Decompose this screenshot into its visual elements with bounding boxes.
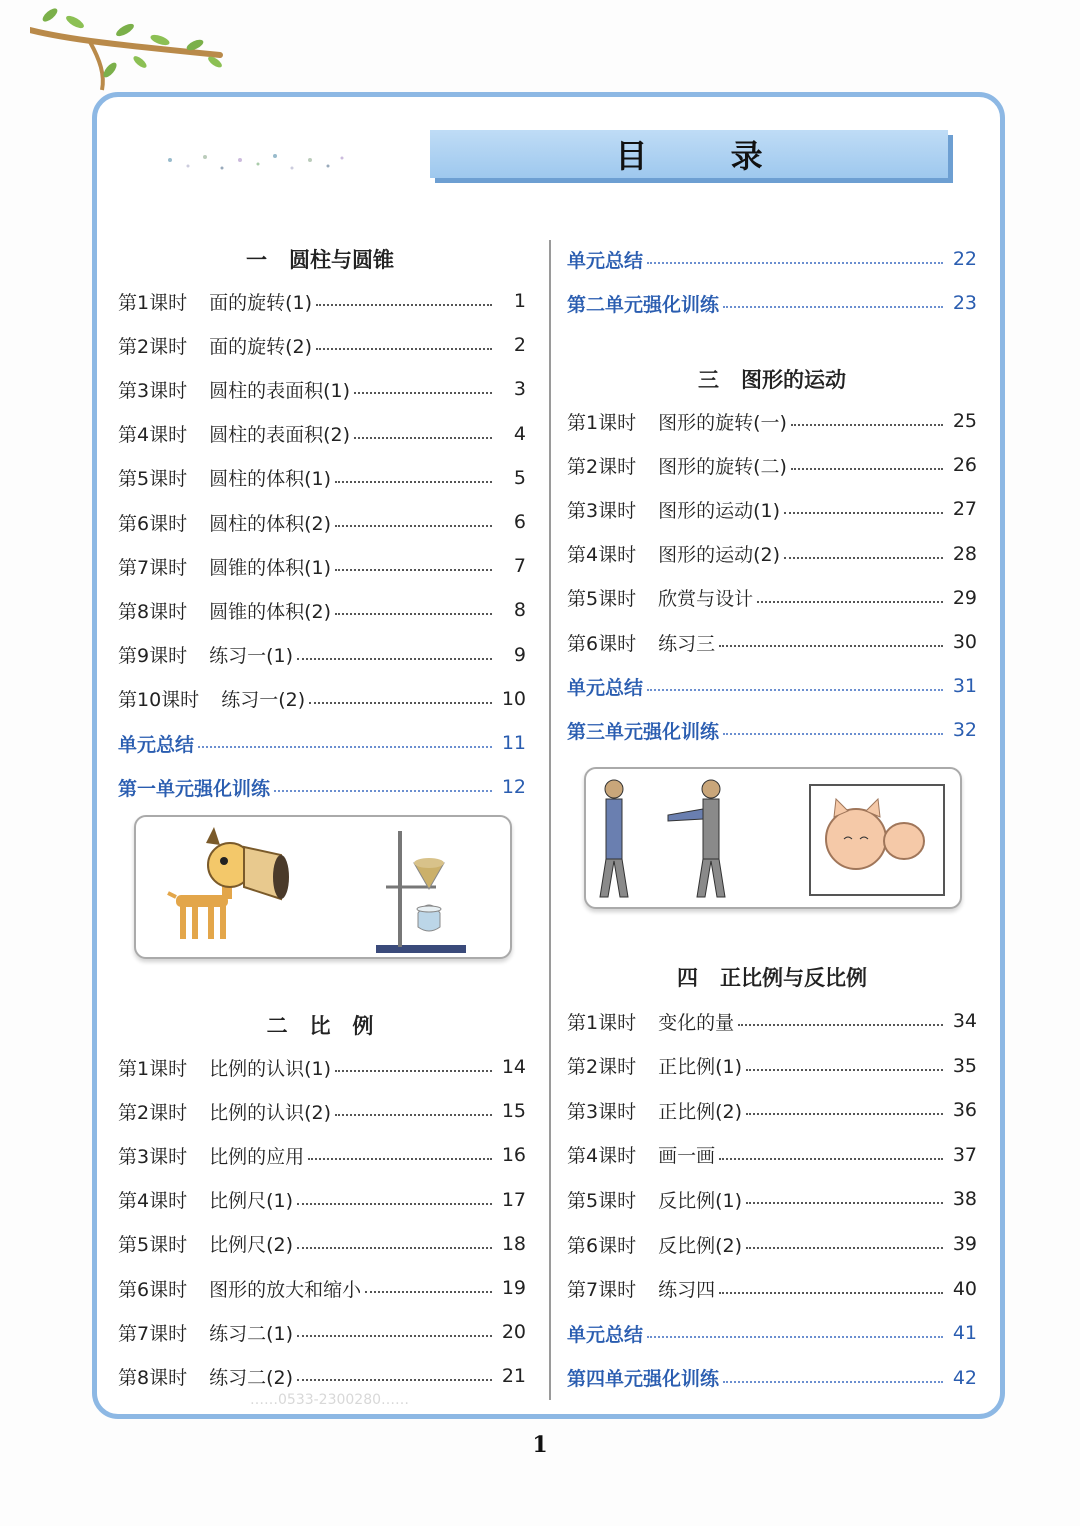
toc-lesson-label: 第10课时 [118, 689, 200, 712]
toc-leader-dots [297, 658, 492, 660]
toc-lesson-label: 第3课时 [567, 1100, 637, 1123]
toc-topic: 反比例(1) [658, 1189, 743, 1212]
toc-topic: 练习二(2) [209, 1366, 294, 1389]
toc-topic: 图形的旋转(一) [658, 411, 787, 434]
toc-lesson-label: 第4课时 [567, 1145, 637, 1168]
toc-entry[interactable] [567, 539, 977, 569]
toc-lesson-label: 第3课时 [567, 499, 637, 522]
toc-leader-dots [719, 1158, 943, 1160]
toc-leader-dots [297, 1379, 492, 1381]
toc-topic: 图形的运动(1) [658, 499, 781, 522]
toc-leader-dots [335, 613, 492, 615]
toc-entry-highlight[interactable] [118, 728, 526, 758]
toc-entry[interactable] [567, 1184, 977, 1214]
toc-leader-dots [719, 1292, 943, 1294]
toc-lesson-label: 第三单元强化训练 [567, 720, 720, 743]
toc-leader-dots [335, 481, 492, 483]
toc-leader-dots [784, 512, 943, 514]
toc-topic: 面的旋转(1) [209, 291, 313, 314]
toc-leader-dots [297, 1335, 492, 1337]
toc-topic: 圆锥的体积(2) [209, 600, 332, 623]
toc-entry[interactable] [118, 374, 526, 404]
toc-page-number: 10 [501, 687, 526, 710]
toc-page-number: 27 [952, 498, 977, 521]
toc-page-number: 23 [952, 292, 977, 314]
toc-lesson-label: 第2课时 [118, 1101, 188, 1124]
toc-lesson-label: 第6课时 [567, 632, 637, 655]
toc-topic: 欣赏与设计 [658, 588, 754, 611]
toc-lesson-label: 第二单元强化训练 [567, 293, 720, 316]
toc-leader-dots [354, 437, 492, 439]
toc-page-number: 40 [952, 1277, 977, 1300]
toc-page-number: 32 [952, 719, 977, 742]
toc-leader-dots [354, 392, 492, 394]
toc-lesson-label: 第8课时 [118, 1366, 188, 1389]
toc-page-number: 7 [513, 555, 526, 578]
toc-page-number: 4 [513, 422, 526, 445]
toc-lesson-label: 第6课时 [118, 512, 188, 535]
toc-topic: 面的旋转(2) [209, 335, 313, 358]
toc-topic: 图形的运动(2) [658, 544, 781, 567]
toc-topic: 变化的量 [658, 1011, 735, 1034]
toc-entry-highlight[interactable] [567, 244, 977, 274]
toc-topic: 圆锥的体积(1) [209, 556, 332, 579]
toc-lesson-label: 第6课时 [567, 1234, 637, 1257]
toc-lesson-label: 第5课时 [118, 1234, 188, 1257]
toc-topic: 练习一(1) [209, 645, 294, 668]
toc-entry[interactable] [567, 494, 977, 524]
illustration-motion [584, 767, 962, 909]
toc-topic: 圆柱的表面积(2) [209, 424, 351, 447]
toc-lesson-label: 第3课时 [118, 379, 188, 402]
toc-leader-dots [335, 1114, 492, 1116]
toc-title: 目 录 [615, 137, 799, 175]
toc-topic: 圆柱的体积(1) [209, 468, 332, 491]
toc-lesson-label: 第7课时 [567, 1279, 637, 1302]
toc-entry[interactable] [118, 463, 526, 493]
toc-lesson-label: 单元总结 [567, 249, 644, 272]
toc-topic: 练习三 [658, 632, 716, 655]
page-number: 1 [532, 1432, 548, 1458]
toc-leader-dots [335, 1070, 492, 1072]
toc-page-number: 9 [513, 643, 526, 666]
toc-entry-highlight[interactable] [567, 1363, 977, 1393]
toc-leader-dots [316, 348, 492, 350]
toc-page-number: 17 [501, 1188, 526, 1211]
toc-page-number: 41 [952, 1322, 977, 1345]
toc-lesson-label: 单元总结 [567, 1323, 644, 1346]
toc-page-number: 16 [501, 1144, 526, 1167]
toc-entry[interactable] [567, 1095, 977, 1125]
toc-topic: 圆柱的体积(2) [209, 512, 332, 535]
toc-page-number: 31 [952, 675, 977, 698]
toc-lesson-label: 第一单元强化训练 [118, 777, 271, 800]
toc-page-number: 19 [501, 1277, 526, 1299]
toc-lesson-label: 第2课时 [567, 1056, 637, 1079]
puppets-and-cat-image [586, 769, 960, 907]
toc-lesson-label: 单元总结 [567, 676, 644, 699]
toc-page-number: 18 [501, 1232, 526, 1255]
toc-page-number: 28 [952, 542, 977, 565]
toc-lesson-label: 第2课时 [567, 455, 637, 478]
toc-page-number: 26 [952, 454, 977, 477]
toc-lesson-label: 第6课时 [118, 1278, 188, 1301]
toc-lesson-label: 第4课时 [118, 1190, 188, 1213]
toc-topic: 练习一(2) [221, 689, 306, 712]
toc-lesson-label: 第7课时 [118, 1322, 188, 1345]
toc-entry-highlight[interactable] [567, 671, 977, 701]
toc-entry[interactable] [118, 507, 526, 537]
toc-topic: 比例尺(1) [209, 1190, 294, 1213]
toc-leader-dots [746, 1247, 943, 1249]
toc-topic: 比例的应用 [209, 1145, 305, 1168]
toc-page-number: 3 [513, 378, 526, 401]
toc-lesson-label: 第9课时 [118, 645, 188, 668]
section-title-1: 一 圆柱与圆锥 [246, 248, 394, 272]
toc-leader-dots [647, 689, 943, 691]
toc-page-number: 8 [513, 599, 526, 622]
toc-entry-highlight[interactable] [567, 715, 977, 745]
toc-leader-dots [316, 304, 492, 306]
toc-leader-dots [723, 1381, 943, 1383]
illustration-solids [134, 815, 512, 959]
toc-leader-dots [335, 525, 492, 527]
toc-page-number: 15 [501, 1100, 526, 1123]
toc-entry[interactable] [567, 627, 977, 657]
toc-lesson-label: 第四单元强化训练 [567, 1368, 720, 1391]
toc-entry[interactable] [567, 406, 977, 436]
toc-topic: 画一画 [658, 1145, 716, 1168]
toc-page-number: 5 [513, 466, 526, 489]
toc-topic: 比例的认识(2) [209, 1101, 332, 1124]
toc-topic: 反比例(2) [658, 1234, 743, 1257]
toc-entry[interactable] [118, 1229, 526, 1259]
toc-lesson-label: 第3课时 [118, 1145, 188, 1168]
toc-leader-dots [746, 1069, 943, 1071]
toc-topic: 练习二(1) [209, 1322, 294, 1345]
toc-topic: 比例尺(2) [209, 1234, 294, 1257]
toc-entry[interactable] [118, 1052, 526, 1082]
toc-leader-dots [757, 601, 943, 603]
toc-lesson-label: 第5课时 [567, 588, 637, 611]
toc-leader-dots [746, 1202, 943, 1204]
toc-entry[interactable] [567, 1140, 977, 1170]
toc-leader-dots [723, 733, 943, 735]
toc-leader-dots [335, 569, 492, 571]
toc-leader-dots [365, 1291, 492, 1293]
section-title-3: 三 图形的运动 [698, 368, 846, 392]
toc-entry[interactable] [118, 551, 526, 581]
toc-page-number: 2 [513, 334, 526, 357]
toc-entry[interactable] [118, 1140, 526, 1170]
toc-lesson-label: 第1课时 [118, 291, 188, 314]
toc-page-number: 30 [952, 631, 977, 653]
toc-topic: 正比例(2) [658, 1100, 743, 1123]
toc-leader-dots [791, 424, 943, 426]
toc-leader-dots [723, 306, 943, 308]
branch-decoration [30, 0, 230, 95]
toc-topic: 图形的放大和缩小 [209, 1278, 362, 1301]
toc-lesson-label: 第7课时 [118, 556, 188, 579]
toc-topic: 比例的认识(1) [209, 1057, 332, 1080]
toc-lesson-label: 第1课时 [118, 1057, 188, 1080]
sparkle-decoration [160, 148, 350, 176]
horse-and-apparatus-image [136, 817, 510, 957]
toc-lesson-label: 单元总结 [118, 733, 195, 756]
toc-entry[interactable] [118, 1361, 526, 1391]
toc-page-number: 21 [501, 1365, 526, 1388]
toc-entry[interactable] [118, 286, 526, 316]
toc-page-number: 39 [952, 1233, 977, 1255]
toc-entry[interactable] [567, 1006, 977, 1036]
toc-leader-dots [647, 1336, 943, 1338]
toc-leader-dots [198, 746, 492, 748]
toc-lesson-label: 第1课时 [567, 411, 637, 434]
toc-page-number: 1 [513, 290, 526, 312]
toc-leader-dots [274, 790, 492, 792]
toc-topic: 练习四 [658, 1279, 716, 1302]
toc-entry-highlight[interactable] [567, 1318, 977, 1348]
toc-leader-dots [309, 702, 492, 704]
section-title-2: 二 比 例 [266, 1014, 374, 1038]
toc-page-number: 12 [501, 776, 526, 799]
toc-leader-dots [297, 1203, 492, 1205]
toc-leader-dots [297, 1247, 492, 1249]
toc-entry[interactable] [118, 1317, 526, 1347]
toc-page-number: 25 [952, 410, 977, 432]
toc-page-number: 42 [952, 1366, 977, 1389]
toc-page-number: 6 [513, 511, 526, 533]
toc-entry[interactable] [118, 330, 526, 360]
section-title-4: 四 正比例与反比例 [677, 966, 867, 990]
footer-faint-text: ……0533-2300280…… [250, 1392, 410, 1408]
toc-entry[interactable] [567, 583, 977, 613]
toc-leader-dots [308, 1158, 492, 1160]
toc-lesson-label: 第2课时 [118, 335, 188, 358]
toc-lesson-label: 第8课时 [118, 600, 188, 623]
toc-leader-dots [791, 468, 943, 470]
toc-page-number: 37 [952, 1143, 977, 1166]
toc-page-number: 29 [952, 586, 977, 609]
toc-lesson-label: 第4课时 [118, 424, 188, 447]
column-divider [549, 240, 551, 1400]
toc-entry[interactable] [118, 1185, 526, 1215]
toc-entry-highlight[interactable] [567, 288, 977, 318]
toc-entry[interactable] [118, 640, 526, 670]
toc-page-number: 20 [501, 1321, 526, 1344]
toc-lesson-label: 第5课时 [118, 468, 188, 491]
toc-entry[interactable] [567, 1229, 977, 1259]
toc-page-number: 36 [952, 1099, 977, 1122]
toc-entry[interactable] [118, 1273, 526, 1303]
toc-lesson-label: 第1课时 [567, 1011, 637, 1034]
toc-page-number: 11 [501, 732, 526, 754]
toc-entry[interactable] [118, 419, 526, 449]
toc-lesson-label: 第4课时 [567, 544, 637, 567]
toc-title-banner [430, 130, 948, 178]
toc-leader-dots [738, 1024, 943, 1026]
toc-topic: 正比例(1) [658, 1056, 743, 1079]
toc-lesson-label: 第5课时 [567, 1189, 637, 1212]
toc-entry[interactable] [567, 1051, 977, 1081]
toc-page-number: 14 [501, 1056, 526, 1078]
toc-leader-dots [719, 645, 943, 647]
toc-page-number: 38 [952, 1188, 977, 1211]
toc-topic: 图形的旋转(二) [658, 455, 787, 478]
toc-leader-dots [647, 262, 943, 264]
toc-page-number: 22 [952, 248, 977, 270]
toc-entry[interactable] [567, 450, 977, 480]
toc-leader-dots [784, 557, 943, 559]
toc-entry[interactable] [118, 1096, 526, 1126]
toc-topic: 圆柱的表面积(1) [209, 379, 351, 402]
toc-entry[interactable] [567, 1274, 977, 1304]
toc-entry[interactable] [118, 595, 526, 625]
toc-entry[interactable] [118, 684, 526, 714]
toc-entry-highlight[interactable] [118, 772, 526, 802]
toc-page-number: 35 [952, 1054, 977, 1077]
toc-leader-dots [746, 1113, 943, 1115]
toc-page-number: 34 [952, 1010, 977, 1032]
